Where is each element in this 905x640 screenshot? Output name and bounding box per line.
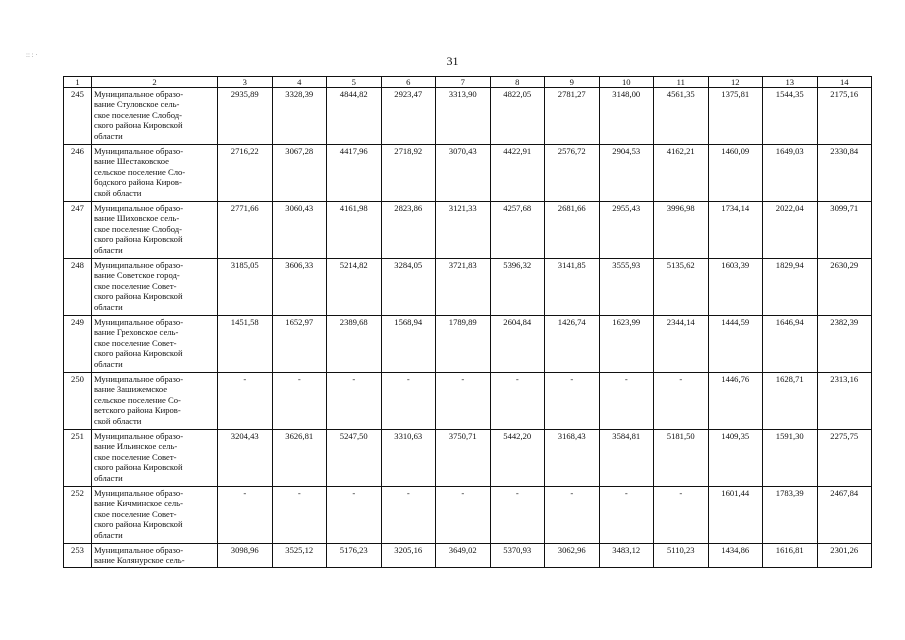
value-cell: 3099,71 xyxy=(817,202,872,259)
municipality-name-line: вание Греховское сель- xyxy=(94,327,179,338)
municipality-name-line: ского района Кировской xyxy=(94,120,183,131)
value-cell: 3525,12 xyxy=(272,544,327,568)
value-cell: 1426,74 xyxy=(545,316,600,373)
value-cell: - xyxy=(599,373,654,430)
value-cell: - xyxy=(599,487,654,544)
value-cell: 4844,82 xyxy=(327,88,382,145)
value-cell: 3205,16 xyxy=(381,544,436,568)
value-cell: 5442,20 xyxy=(490,430,545,487)
column-header: 6 xyxy=(381,77,436,88)
value-cell: 4561,35 xyxy=(654,88,709,145)
value-cell: 1451,58 xyxy=(218,316,273,373)
column-header: 3 xyxy=(218,77,273,88)
value-cell: 2344,14 xyxy=(654,316,709,373)
municipality-name xyxy=(92,373,218,430)
value-cell: 3062,96 xyxy=(545,544,600,568)
value-cell: 2718,92 xyxy=(381,145,436,202)
column-header: 9 xyxy=(545,77,600,88)
municipality-name-line: Муниципальное образо- xyxy=(94,374,184,384)
municipality-name-line: Муниципальное образо- xyxy=(94,89,184,99)
value-cell: 5176,23 xyxy=(327,544,382,568)
value-cell: - xyxy=(381,487,436,544)
municipality-name-line: области xyxy=(94,130,123,141)
column-header: 11 xyxy=(654,77,709,88)
municipality-name-line: Муниципальное образо- xyxy=(94,146,184,156)
value-cell: 4417,96 xyxy=(327,145,382,202)
municipality-name xyxy=(92,202,218,259)
value-cell: 1544,35 xyxy=(763,88,818,145)
municipality-name-line: вание Колянурское сель- xyxy=(94,555,185,566)
municipality-name-line: Муниципальное образо- xyxy=(94,431,184,441)
value-cell: 2382,39 xyxy=(817,316,872,373)
value-cell: 2467,84 xyxy=(817,487,872,544)
value-cell: 1460,09 xyxy=(708,145,763,202)
value-cell: 5110,23 xyxy=(654,544,709,568)
municipality-name-line: ское поселение Совет- xyxy=(94,337,177,348)
row-number: 252 xyxy=(64,487,92,544)
value-cell: 2935,89 xyxy=(218,88,273,145)
municipality-name xyxy=(92,145,218,202)
value-cell: 1649,03 xyxy=(763,145,818,202)
municipality-name-line: ского района Кировской xyxy=(94,348,183,359)
municipality-name-line: вание Ильинское сель- xyxy=(94,441,178,452)
value-cell: 4161,98 xyxy=(327,202,382,259)
value-cell: - xyxy=(654,373,709,430)
value-cell: - xyxy=(218,373,273,430)
municipality-name-line: вание Шестаковское xyxy=(94,156,169,167)
municipality-name-line: сельское поселение Сло- xyxy=(94,166,186,177)
value-cell: 4422,91 xyxy=(490,145,545,202)
value-cell: 1444,59 xyxy=(708,316,763,373)
data-table xyxy=(63,76,872,568)
value-cell: 1603,39 xyxy=(708,259,763,316)
value-cell: 3168,43 xyxy=(545,430,600,487)
value-cell: 3098,96 xyxy=(218,544,273,568)
value-cell: 3606,33 xyxy=(272,259,327,316)
value-cell: 2630,29 xyxy=(817,259,872,316)
municipality-name-line: области xyxy=(94,358,123,369)
value-cell: 3121,33 xyxy=(436,202,491,259)
value-cell: 2576,72 xyxy=(545,145,600,202)
table-row xyxy=(64,259,872,316)
header-row xyxy=(64,77,872,88)
value-cell: 1591,30 xyxy=(763,430,818,487)
value-cell: 3185,05 xyxy=(218,259,273,316)
value-cell: 2604,84 xyxy=(490,316,545,373)
table-body xyxy=(64,88,872,568)
municipality-name-line: вание Кичминское сель- xyxy=(94,498,183,509)
value-cell: 3483,12 xyxy=(599,544,654,568)
value-cell: - xyxy=(272,373,327,430)
row-number: 250 xyxy=(64,373,92,430)
municipality-name xyxy=(92,259,218,316)
value-cell: 3555,93 xyxy=(599,259,654,316)
column-header: 8 xyxy=(490,77,545,88)
column-header: 2 xyxy=(92,77,218,88)
row-number: 249 xyxy=(64,316,92,373)
table-row xyxy=(64,373,872,430)
value-cell: - xyxy=(218,487,273,544)
value-cell: 3328,39 xyxy=(272,88,327,145)
value-cell: - xyxy=(272,487,327,544)
municipality-name xyxy=(92,88,218,145)
municipality-name-line: Муниципальное образо- xyxy=(94,260,184,270)
value-cell: 5370,93 xyxy=(490,544,545,568)
value-cell: 1829,94 xyxy=(763,259,818,316)
value-cell: 1628,71 xyxy=(763,373,818,430)
value-cell: 1616,81 xyxy=(763,544,818,568)
margin-marks: :: : · xyxy=(26,51,38,59)
municipality-name-line: ской области xyxy=(94,415,142,426)
value-cell: 5396,32 xyxy=(490,259,545,316)
value-cell: 3996,98 xyxy=(654,202,709,259)
table-row xyxy=(64,487,872,544)
value-cell: 5247,50 xyxy=(327,430,382,487)
value-cell: - xyxy=(436,373,491,430)
value-cell: 1783,39 xyxy=(763,487,818,544)
municipality-name-line: ского района Кировской xyxy=(94,291,183,302)
municipality-name-line: ского района Кировской xyxy=(94,462,183,473)
value-cell: 1446,76 xyxy=(708,373,763,430)
municipality-name-line: вание Стуловское сель- xyxy=(94,99,180,110)
value-cell: 4257,68 xyxy=(490,202,545,259)
value-cell: 3204,43 xyxy=(218,430,273,487)
value-cell: 3067,28 xyxy=(272,145,327,202)
value-cell: - xyxy=(490,373,545,430)
value-cell: 2904,53 xyxy=(599,145,654,202)
value-cell: 3584,81 xyxy=(599,430,654,487)
value-cell: 2955,43 xyxy=(599,202,654,259)
row-number: 245 xyxy=(64,88,92,145)
column-header: 1 xyxy=(64,77,92,88)
value-cell: - xyxy=(327,487,382,544)
row-number: 248 xyxy=(64,259,92,316)
value-cell: 4162,21 xyxy=(654,145,709,202)
value-cell: 2275,75 xyxy=(817,430,872,487)
value-cell: 2330,84 xyxy=(817,145,872,202)
municipality-name xyxy=(92,430,218,487)
value-cell: - xyxy=(490,487,545,544)
column-header: 10 xyxy=(599,77,654,88)
value-cell: 1409,35 xyxy=(708,430,763,487)
value-cell: 1434,86 xyxy=(708,544,763,568)
municipality-name-line: ское поселение Слобод- xyxy=(94,223,182,234)
value-cell: 2301,26 xyxy=(817,544,872,568)
value-cell: 3141,85 xyxy=(545,259,600,316)
value-cell: 5181,50 xyxy=(654,430,709,487)
value-cell: 1568,94 xyxy=(381,316,436,373)
value-cell: 1375,81 xyxy=(708,88,763,145)
municipality-name xyxy=(92,316,218,373)
value-cell: 4822,05 xyxy=(490,88,545,145)
value-cell: 1789,89 xyxy=(436,316,491,373)
column-header: 5 xyxy=(327,77,382,88)
value-cell: 2781,27 xyxy=(545,88,600,145)
value-cell: 1652,97 xyxy=(272,316,327,373)
value-cell: 2175,16 xyxy=(817,88,872,145)
row-number: 247 xyxy=(64,202,92,259)
page-number: 31 xyxy=(446,54,459,68)
value-cell: 2313,16 xyxy=(817,373,872,430)
value-cell: 3310,63 xyxy=(381,430,436,487)
municipality-name-line: вание Зашижемское xyxy=(94,384,168,395)
value-cell: 3649,02 xyxy=(436,544,491,568)
row-number: 246 xyxy=(64,145,92,202)
municipality-name-line: Муниципальное образо- xyxy=(94,317,184,327)
municipality-name-line: ское поселение Слобод- xyxy=(94,109,182,120)
value-cell: 2681,66 xyxy=(545,202,600,259)
municipality-name-line: Муниципальное образо- xyxy=(94,545,184,555)
municipality-name-line: Муниципальное образо- xyxy=(94,203,184,213)
table-row xyxy=(64,430,872,487)
value-cell: - xyxy=(654,487,709,544)
municipality-name-line: сельское поселение Со- xyxy=(94,394,181,405)
municipality-name-line: ского района Кировской xyxy=(94,234,183,245)
table-row xyxy=(64,544,872,568)
municipality-name-line: ветского района Киров- xyxy=(94,405,181,416)
value-cell: 5135,62 xyxy=(654,259,709,316)
value-cell: 3750,71 xyxy=(436,430,491,487)
value-cell: 1734,14 xyxy=(708,202,763,259)
value-cell: 5214,82 xyxy=(327,259,382,316)
municipality-name-line: ское поселение Совет- xyxy=(94,451,177,462)
value-cell: - xyxy=(327,373,382,430)
value-cell: 3626,81 xyxy=(272,430,327,487)
value-cell: - xyxy=(381,373,436,430)
value-cell: 2022,04 xyxy=(763,202,818,259)
municipality-name-line: ской области xyxy=(94,187,142,198)
municipality-name-line: бодского района Киров- xyxy=(94,177,182,188)
value-cell: - xyxy=(545,373,600,430)
value-cell: - xyxy=(436,487,491,544)
value-cell: 3070,43 xyxy=(436,145,491,202)
column-header: 4 xyxy=(272,77,327,88)
municipality-name-line: ское поселение Совет- xyxy=(94,508,177,519)
value-cell: 3284,05 xyxy=(381,259,436,316)
column-header: 12 xyxy=(708,77,763,88)
value-cell: 3060,43 xyxy=(272,202,327,259)
municipality-name xyxy=(92,544,218,568)
value-cell: 3313,90 xyxy=(436,88,491,145)
table-row xyxy=(64,145,872,202)
value-cell: 2923,47 xyxy=(381,88,436,145)
municipality-name-line: Муниципальное образо- xyxy=(94,488,184,498)
municipality-name-line: ского района Кировской xyxy=(94,519,183,530)
value-cell: 2716,22 xyxy=(218,145,273,202)
value-cell: 2823,86 xyxy=(381,202,436,259)
municipality-name-line: области xyxy=(94,472,123,483)
row-number: 251 xyxy=(64,430,92,487)
column-header: 7 xyxy=(436,77,491,88)
value-cell: 2771,66 xyxy=(218,202,273,259)
municipality-name-line: области xyxy=(94,244,123,255)
table-row xyxy=(64,88,872,145)
value-cell: 3721,83 xyxy=(436,259,491,316)
column-header: 13 xyxy=(763,77,818,88)
table-row xyxy=(64,316,872,373)
value-cell: 1623,99 xyxy=(599,316,654,373)
municipality-name-line: вание Шиховское сель- xyxy=(94,213,180,224)
column-header: 14 xyxy=(817,77,872,88)
municipality-name xyxy=(92,487,218,544)
value-cell: 2389,68 xyxy=(327,316,382,373)
value-cell: 3148,00 xyxy=(599,88,654,145)
municipality-name-line: области xyxy=(94,529,123,540)
value-cell: - xyxy=(545,487,600,544)
municipality-name-line: ское поселение Совет- xyxy=(94,280,177,291)
row-number: 253 xyxy=(64,544,92,568)
value-cell: 1601,44 xyxy=(708,487,763,544)
municipality-name-line: вание Советское город- xyxy=(94,270,180,281)
table-row xyxy=(64,202,872,259)
value-cell: 1646,94 xyxy=(763,316,818,373)
municipality-name-line: области xyxy=(94,301,123,312)
